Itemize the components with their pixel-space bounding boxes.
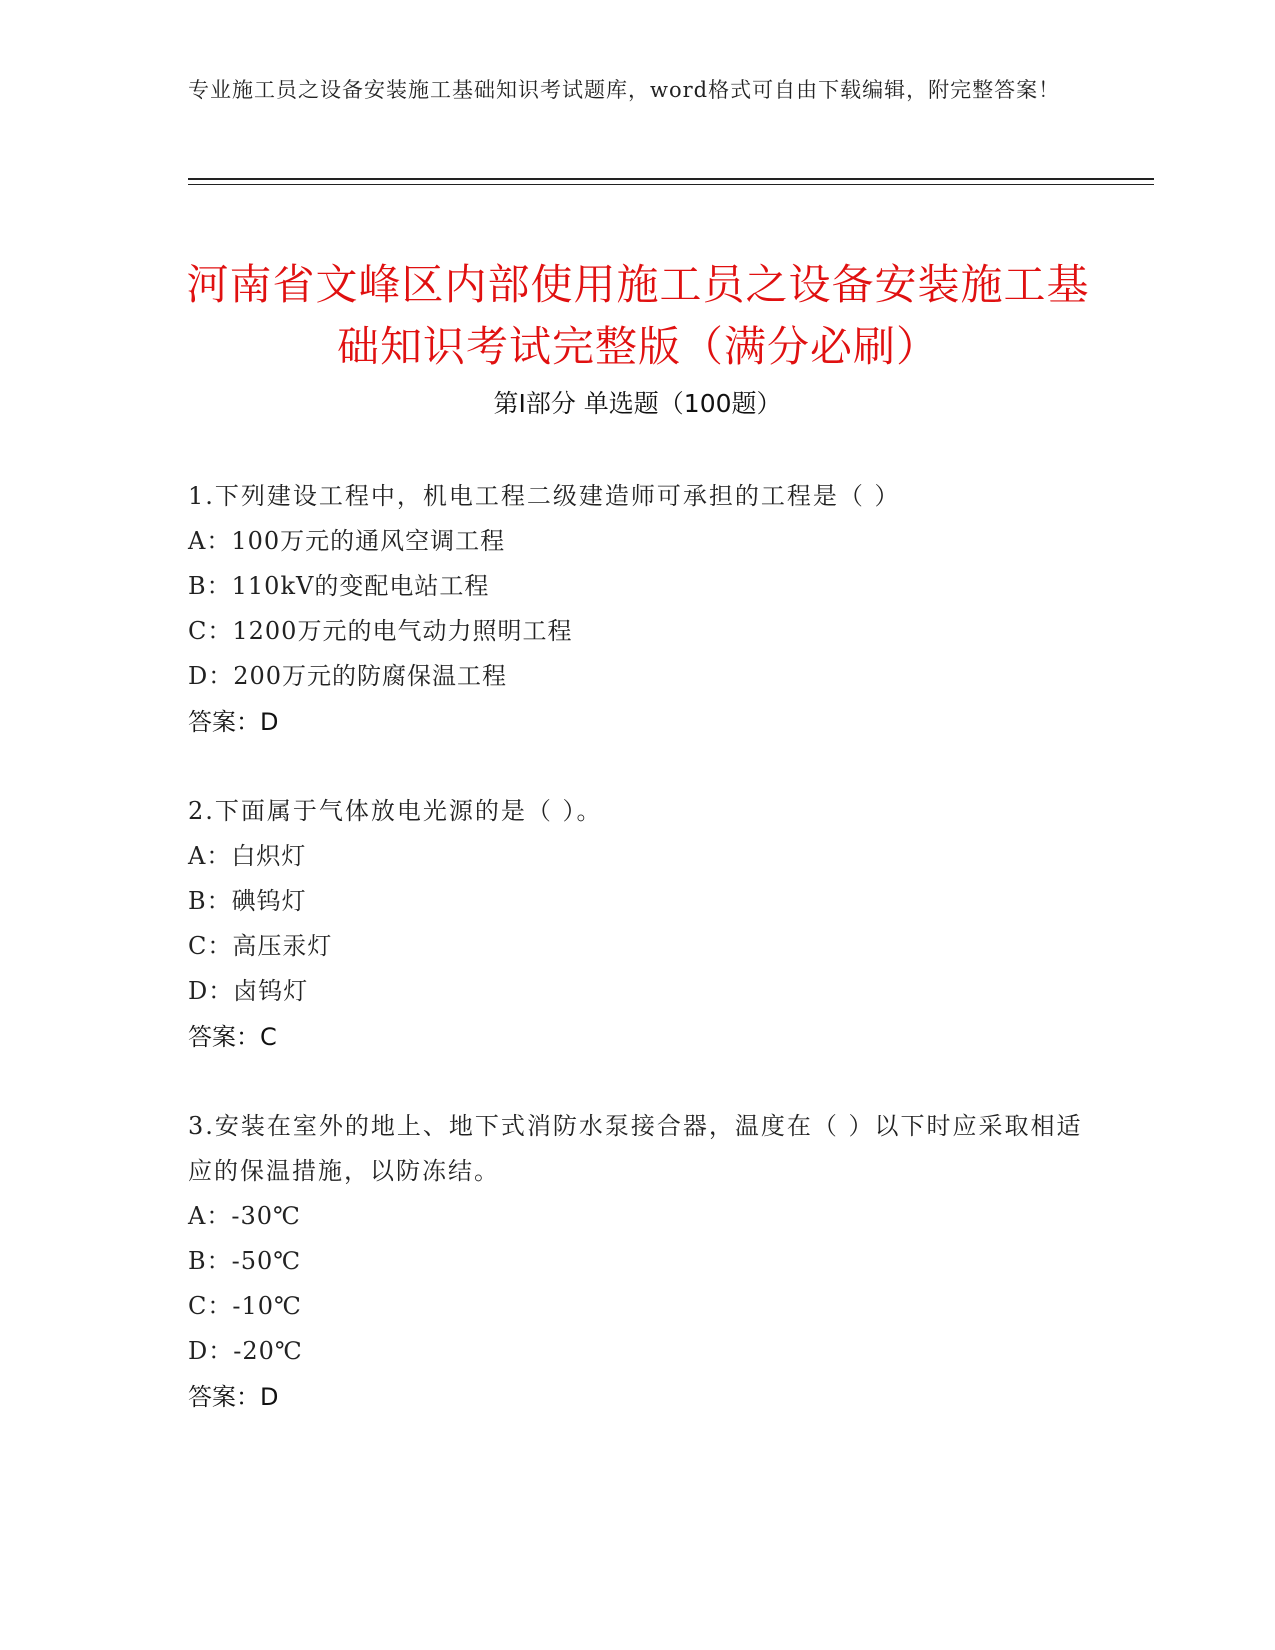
option-d: D：-20℃ [188,1337,303,1365]
document-title: 河南省文峰区内部使用施工员之设备安装施工基础知识考试完整版（满分必刷） [186,260,1090,372]
option-b: B：110kV的变配电站工程 [188,572,490,600]
option-c: C：-10℃ [188,1292,302,1320]
section-title: 第Ⅰ部分 单选题（100题） [493,389,782,418]
header-note: 专业施工员之设备安装施工基础知识考试题库，word格式可自由下载编辑，附完整答案！ [188,78,1061,102]
question-stem: 3.安装在室外的地上、地下式消防水泵接合器，温度在（ ）以下时应采取相适应的保温措施，以防冻结。 [188,1112,1083,1185]
option-b: B：-50℃ [188,1247,302,1275]
option-d: D：200万元的防腐保温工程 [188,662,508,690]
header-divider-thick [188,178,1154,180]
question-list [188,474,1088,1464]
option-d: D：卤钨灯 [188,977,309,1005]
question-2 [188,789,1088,1060]
option-a: A：-30℃ [188,1202,301,1230]
question-stem: 1.下列建设工程中，机电工程二级建造师可承担的工程是（ ） [188,482,901,510]
question-stem: 2.下面属于气体放电光源的是（ ）。 [188,797,603,825]
question-1 [188,474,1088,745]
answer: 答案：D [188,1383,279,1411]
header-divider-thin [188,184,1154,185]
answer: 答案：D [188,708,279,736]
question-3 [188,1104,1088,1420]
answer: 答案：C [188,1023,277,1051]
option-a: A：100万元的通风空调工程 [188,527,506,555]
option-c: C：1200万元的电气动力照明工程 [188,617,573,645]
option-a: A：白炽灯 [188,842,307,870]
option-b: B：碘钨灯 [188,887,307,915]
option-c: C：高压汞灯 [188,932,333,960]
